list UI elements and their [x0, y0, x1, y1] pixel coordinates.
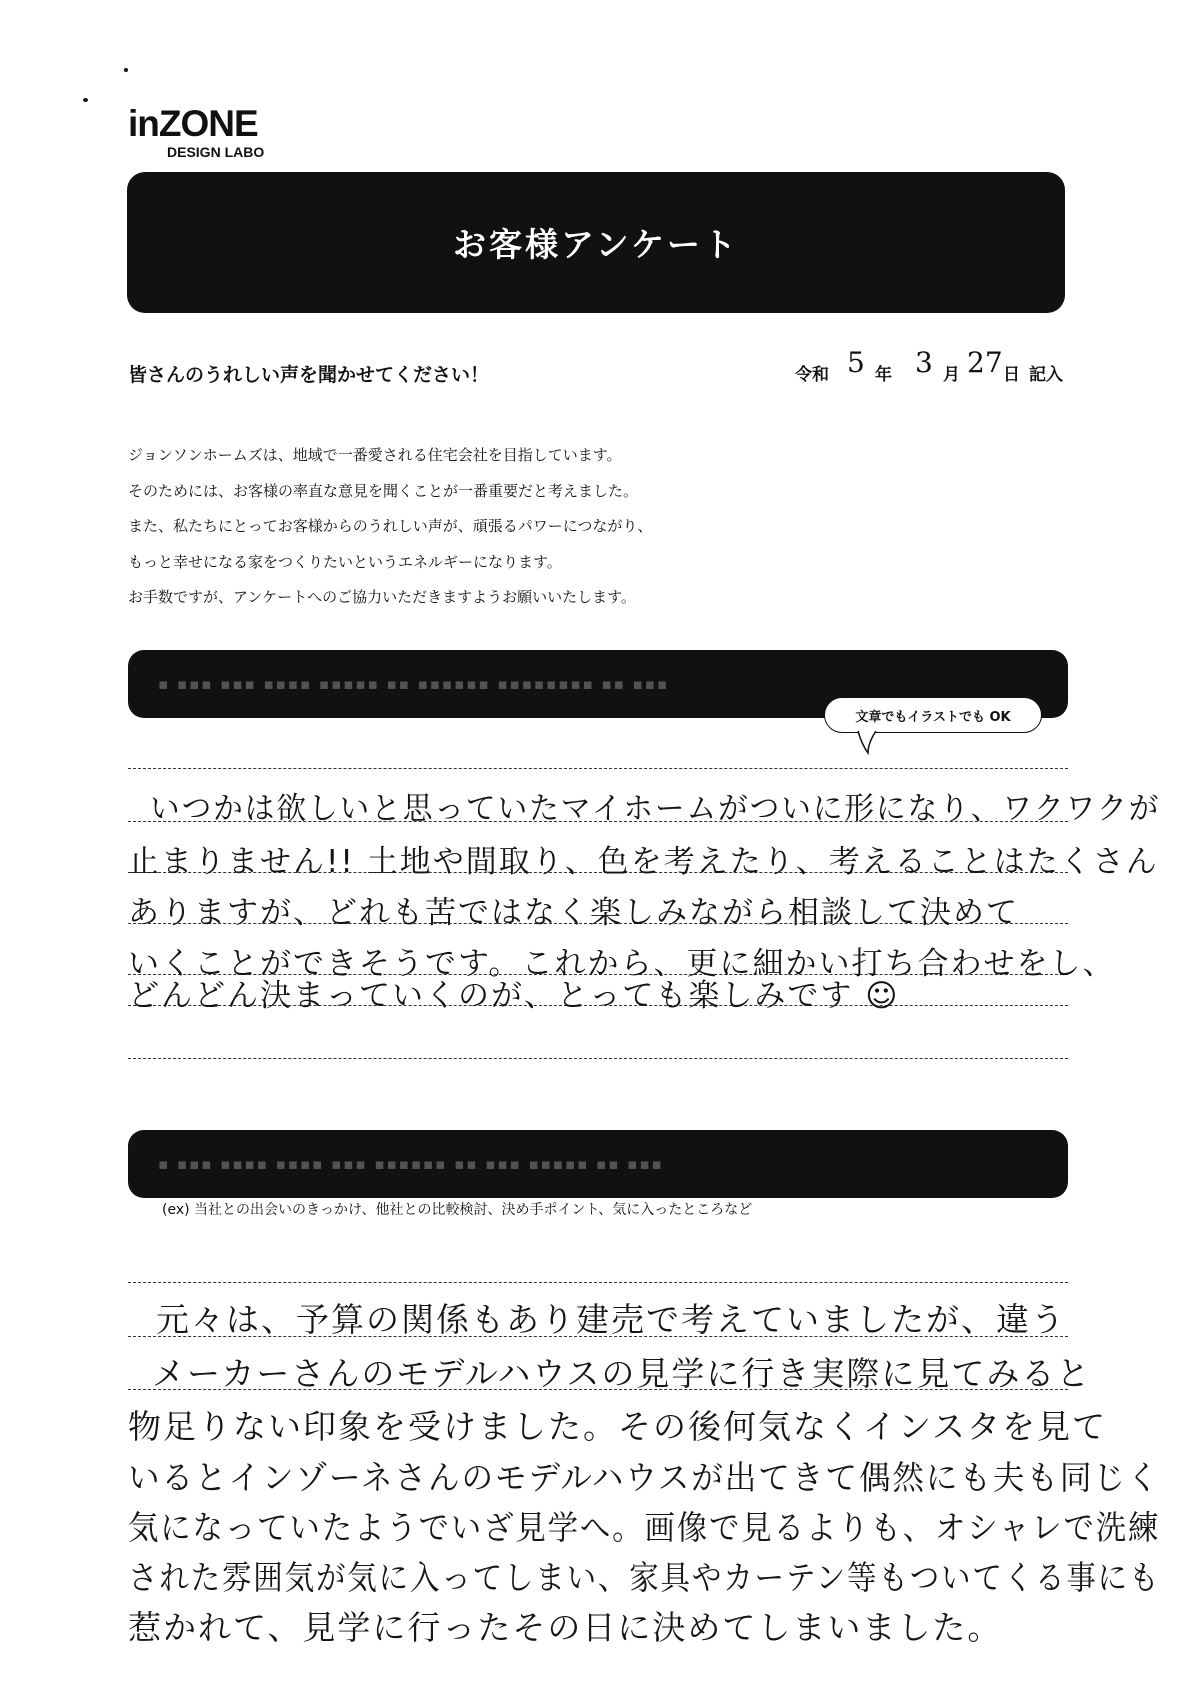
scan-speck	[124, 68, 128, 72]
entry-date	[795, 346, 1065, 388]
question-1-faded-text: ▪ ▪▪▪ ▪▪▪ ▪▪▪▪ ▪▪▪▪▪ ▪▪ ▪▪▪▪▪▪ ▪▪▪▪▪▪▪▪ ▪▪ ▪▪▪	[158, 675, 670, 693]
intro-line: そのためには、お客様の率直な意見を聞くことが一番重要だと考えました。	[128, 481, 639, 500]
q2-answer-line: された雰囲気が気に入ってしまい、家具やカーテン等もついてくる事にも	[128, 1558, 1161, 1597]
q2-answer-line: 気になっていたようでいざ見学へ。画像で見るよりも、オシャレで洗練	[128, 1508, 1161, 1547]
hint-bubble-tail	[856, 731, 878, 755]
question-2-faded-text: ▪ ▪▪▪ ▪▪▪▪ ▪▪▪▪ ▪▪▪ ▪▪▪▪▪▪ ▪▪ ▪▪▪ ▪▪▪▪▪ ▪▪ ▪▪▪	[158, 1155, 664, 1173]
q1-answer-line: いつかは欲しいと思っていたマイホームがついに形になり、ワクワクが	[150, 791, 1161, 827]
date-suffix: 記入	[1029, 365, 1063, 385]
date-month: 3	[915, 346, 933, 379]
date-day-unit: 日	[1003, 365, 1020, 385]
q1-answer-line: ありますが、どれも苦ではなく楽しみながら相談して決めて	[128, 895, 1019, 931]
intro-text	[128, 438, 652, 616]
q1-answer-line: いくことができそうです。これから、更に細かい打ち合わせをし、	[128, 946, 1116, 982]
headline: 皆さんのうれしい声を聞かせてください！	[128, 364, 490, 386]
q2-answer-line: 元々は、予算の関係もあり建売で考えていましたが、違う	[156, 1300, 1066, 1339]
logo-subtitle: DESIGN LABO	[167, 144, 265, 160]
q2-answer-line: いるとインゾーネさんのモデルハウスが出てきて偶然にも夫も同じく	[128, 1458, 1161, 1497]
date-era: 令和	[795, 365, 829, 385]
question-2-banner	[128, 1130, 1068, 1198]
intro-line: お手数ですが、アンケートへのご協力いただきますようお願いいたします。	[128, 588, 636, 606]
survey-title: お客様アンケート	[452, 225, 740, 264]
answer-rule	[128, 1058, 1068, 1059]
date-year-unit: 年	[875, 365, 892, 385]
q2-answer-line: 物足りない印象を受けました。その後何気なくインスタを見て	[128, 1407, 1108, 1446]
survey-title-banner	[127, 172, 1065, 313]
hint-bubble: 文章でもイラストでも OK	[824, 697, 1042, 733]
q1-answer-line: 止まりません!! 土地や間取り、色を考えたり、考えることはたくさん	[128, 844, 1159, 880]
logo-wordmark: inZONE	[128, 103, 258, 144]
date-year: 5	[847, 346, 865, 379]
intro-line: もっと幸せになる家をつくりたいというエネルギーになります。	[128, 552, 562, 571]
question-2-example: (ex) 当社との出会いのきっかけ、他社との比較検討、決め手ポイント、気に入ったところなど	[162, 1202, 753, 1218]
answer-rule	[128, 1282, 1068, 1283]
date-day: 27	[967, 346, 1003, 379]
q1-answer-line: どんどん決まっていくのが、とっても楽しみです ☺	[128, 978, 900, 1014]
company-logo	[128, 104, 264, 160]
answer-rule	[128, 768, 1068, 769]
date-month-unit: 月	[943, 365, 960, 385]
q2-answer-line: メーカーさんのモデルハウスの見学に行き実際に見てみると	[152, 1354, 1092, 1393]
q2-answer-line: 惹かれて、見学に行ったその日に決めてしまいました。	[128, 1608, 1003, 1647]
intro-line: また、私たちにとってお客様からのうれしい声が、頑張るパワーにつながり、	[128, 517, 653, 535]
scan-speck	[83, 98, 88, 102]
intro-line: ジョンソンホームズは、地域で一番愛される住宅会社を目指しています。	[128, 446, 622, 464]
